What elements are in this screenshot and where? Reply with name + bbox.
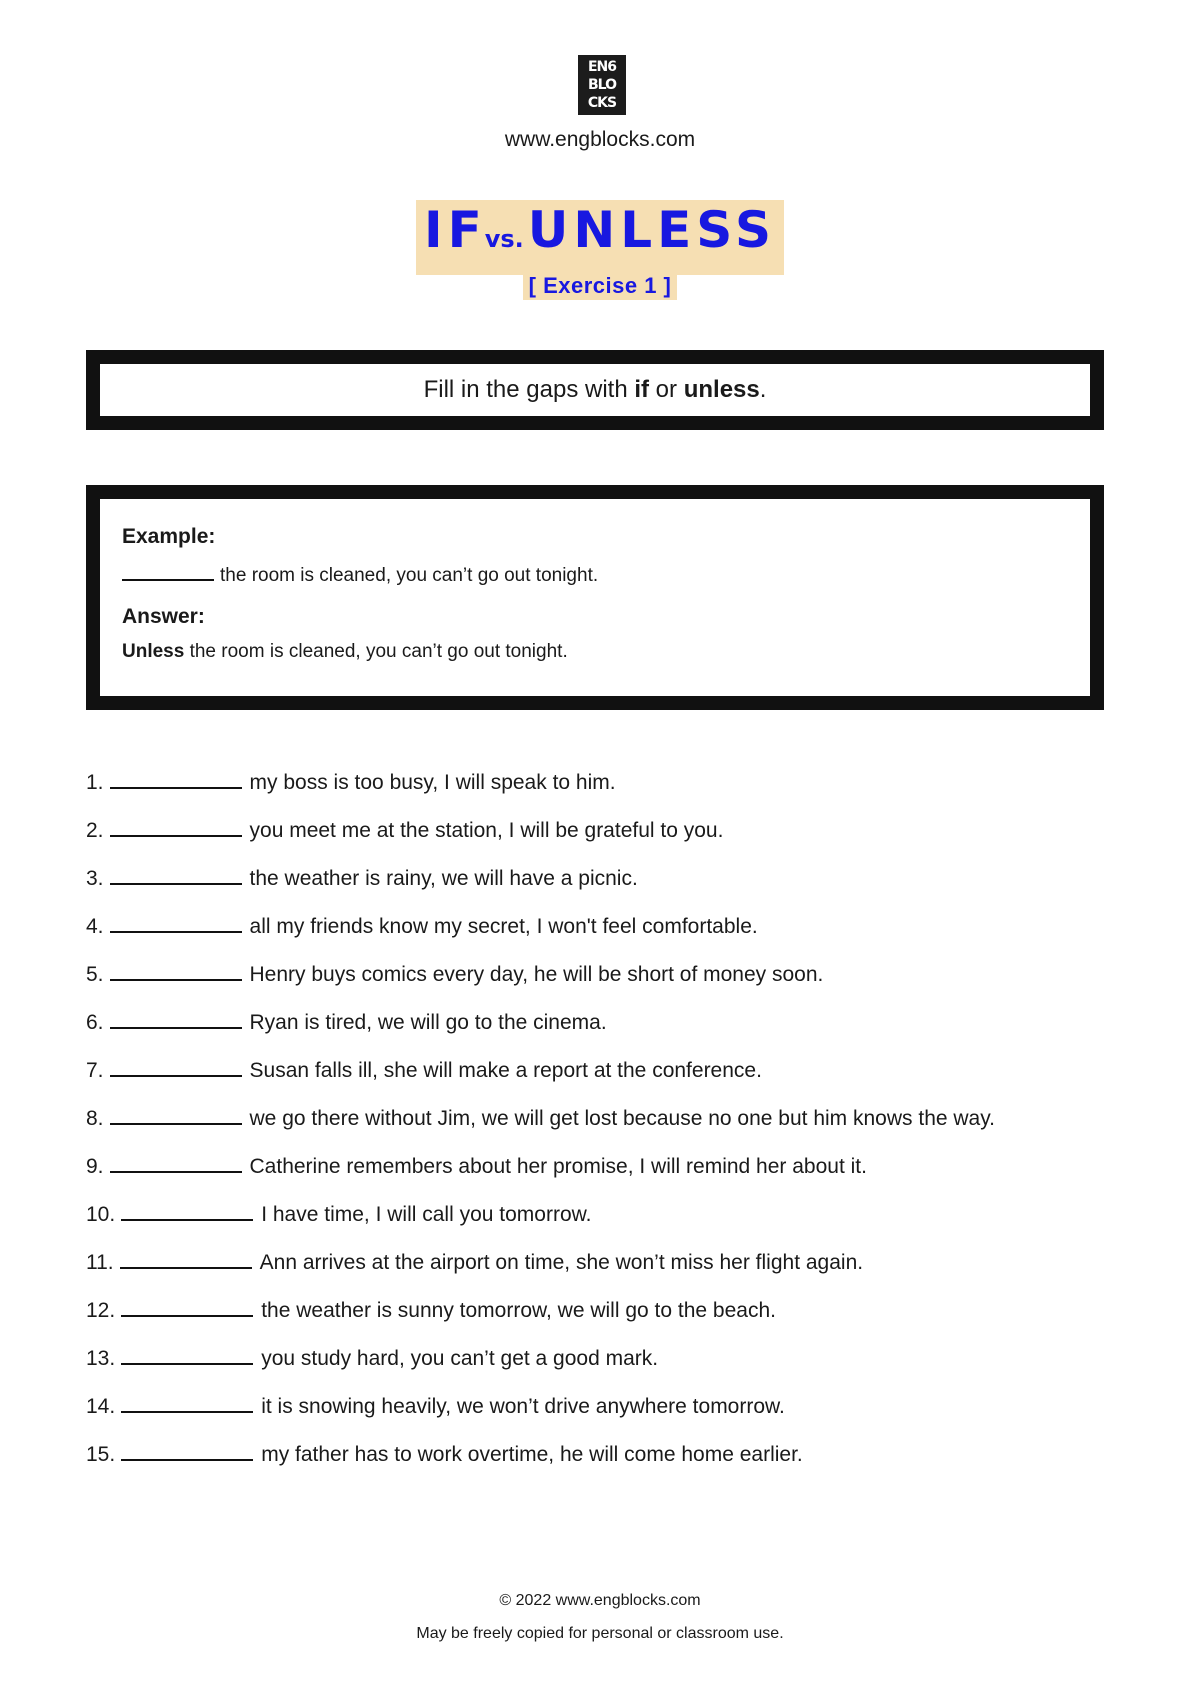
question-item: [86, 861, 1136, 909]
question-text: I have time, I will call you tomorrow.: [261, 1203, 592, 1226]
title-vs: vs.: [484, 225, 524, 253]
answer-blank[interactable]: [110, 909, 242, 933]
question-number: 1.: [86, 771, 104, 794]
question-number: 8.: [86, 1107, 104, 1130]
answer-blank[interactable]: [121, 1341, 253, 1365]
question-text: it is snowing heavily, we won’t drive anywhere tomorrow.: [261, 1395, 785, 1418]
question-text: Ryan is tired, we will go to the cinema.: [249, 1011, 607, 1034]
answer-blank[interactable]: [121, 1437, 253, 1461]
question-item: [86, 1005, 1136, 1053]
question-number: 14.: [86, 1395, 116, 1418]
logo-line-3: CKS: [587, 95, 617, 111]
example-label: Example:: [122, 525, 216, 548]
footer-copyright: © 2022 www.engblocks.com: [499, 1592, 701, 1609]
question-text: Ann arrives at the airport on time, she won’t miss her flight again.: [259, 1251, 864, 1274]
question-number: 10.: [86, 1203, 116, 1226]
question-number: 15.: [86, 1443, 116, 1466]
question-item: [86, 1437, 1136, 1485]
question-item: [86, 909, 1136, 957]
answer-blank[interactable]: [110, 1053, 242, 1077]
page-title: [0, 200, 1200, 275]
question-text: all my friends know my secret, I won't feel comfortable.: [249, 915, 758, 938]
logo-line-2: BLO: [588, 77, 616, 93]
question-text: you study hard, you can’t get a good mark.: [261, 1347, 659, 1370]
answer-blank[interactable]: [110, 957, 242, 981]
answer-label: Answer:: [122, 605, 205, 628]
question-text: Henry buys comics every day, he will be short of money soon.: [249, 963, 824, 986]
answer-blank[interactable]: [110, 1101, 242, 1125]
example-sentence: the room is cleaned, you can’t go out tonight.: [220, 565, 599, 586]
instruction-option-unless: unless: [683, 376, 760, 403]
engblocks-logo: [578, 55, 626, 115]
example-box: [86, 485, 1104, 710]
instruction-middle: or: [649, 376, 684, 403]
question-number: 7.: [86, 1059, 104, 1082]
answer-blank[interactable]: [110, 1149, 242, 1173]
answer-blank[interactable]: [120, 1245, 252, 1269]
title-if: IF: [423, 201, 487, 259]
answer-blank[interactable]: [110, 861, 242, 885]
exercise-label: [ Exercise 1 ]: [523, 272, 678, 300]
question-item: [86, 765, 1136, 813]
answer-blank[interactable]: [121, 1389, 253, 1413]
question-item: [86, 1293, 1136, 1341]
question-item: [86, 813, 1136, 861]
site-url[interactable]: www.engblocks.com: [504, 128, 696, 151]
question-number: 4.: [86, 915, 104, 938]
question-item: [86, 1101, 1136, 1149]
example-sentence-line: [122, 561, 1068, 587]
answer-blank[interactable]: [110, 1005, 242, 1029]
question-number: 6.: [86, 1011, 104, 1034]
question-list: [86, 765, 1136, 1485]
question-number: 2.: [86, 819, 104, 842]
question-item: [86, 1389, 1136, 1437]
answer-word: Unless: [122, 641, 185, 662]
answer-blank[interactable]: [110, 813, 242, 837]
subtitle: [0, 272, 1200, 300]
answer-blank[interactable]: [121, 1197, 253, 1221]
question-number: 12.: [86, 1299, 116, 1322]
instruction-box: [86, 350, 1104, 430]
question-text: my father has to work overtime, he will come home earlier.: [261, 1443, 803, 1466]
question-item: [86, 1053, 1136, 1101]
answer-blank[interactable]: [121, 1293, 253, 1317]
question-number: 5.: [86, 963, 104, 986]
question-number: 13.: [86, 1347, 116, 1370]
example-blank: [122, 561, 214, 581]
question-number: 3.: [86, 867, 104, 890]
question-item: [86, 957, 1136, 1005]
question-number: 9.: [86, 1155, 104, 1178]
title-highlight: [416, 200, 784, 275]
question-text: the weather is sunny tomorrow, we will go to the beach.: [261, 1299, 776, 1322]
question-text: my boss is too busy, I will speak to him.: [249, 771, 616, 794]
instruction-prefix: Fill in the gaps with: [423, 376, 635, 403]
instruction-option-if: if: [634, 376, 650, 403]
question-item: [86, 1197, 1136, 1245]
answer-line: [122, 641, 1068, 663]
question-item: [86, 1149, 1136, 1197]
question-text: Susan falls ill, she will make a report at the conference.: [249, 1059, 762, 1082]
instruction-text: [424, 376, 767, 404]
question-number: 11.: [86, 1251, 114, 1274]
question-text: Catherine remembers about her promise, I will remind her about it.: [249, 1155, 867, 1178]
question-text: the weather is rainy, we will have a picnic.: [249, 867, 638, 890]
title-unless: UNLESS: [527, 201, 777, 259]
instruction-suffix: .: [759, 376, 767, 403]
footer-note: May be freely copied for personal or classroom use.: [416, 1625, 784, 1642]
logo-line-1: EN6: [587, 59, 617, 75]
answer-blank[interactable]: [110, 765, 242, 789]
question-text: you meet me at the station, I will be grateful to you.: [249, 819, 724, 842]
question-text: we go there without Jim, we will get lost because no one but him knows the way.: [249, 1107, 996, 1130]
question-item: [86, 1341, 1136, 1389]
answer-sentence: the room is cleaned, you can’t go out tonight.: [184, 641, 568, 662]
question-item: [86, 1245, 1136, 1293]
